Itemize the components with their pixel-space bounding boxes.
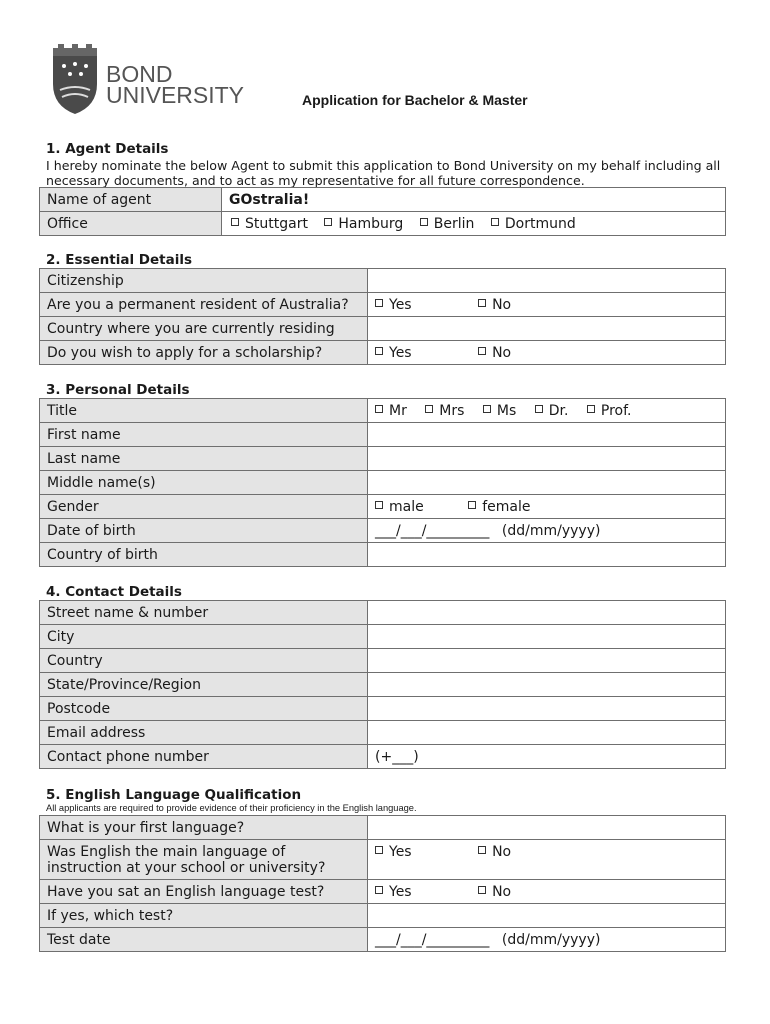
essential-details-table xyxy=(39,268,726,365)
table-row xyxy=(40,423,726,447)
permanent-resident-no[interactable]: No xyxy=(478,297,511,313)
table-row xyxy=(40,745,726,769)
agent-name-value: GOstralia! xyxy=(229,191,310,208)
table-row xyxy=(40,904,726,928)
checkbox-icon[interactable] xyxy=(375,299,383,307)
table-row xyxy=(40,293,726,317)
table-row xyxy=(40,269,726,293)
table-row xyxy=(40,471,726,495)
scholarship-yes[interactable]: Yes xyxy=(375,345,412,361)
section-heading-essential: 2. Essential Details xyxy=(46,252,193,268)
country-residing-field[interactable] xyxy=(368,317,726,341)
office-label: Office xyxy=(40,212,222,236)
first-name-field[interactable] xyxy=(368,423,726,447)
test-date-format-hint: (dd/mm/yyyy) xyxy=(501,931,601,948)
document-title: Application for Bachelor & Master xyxy=(302,92,528,108)
logo-wordmark: BOND UNIVERSITY xyxy=(106,61,245,108)
office-option-stuttgart[interactable]: Stuttgart xyxy=(231,216,308,232)
table-row xyxy=(40,840,726,880)
checkbox-icon[interactable] xyxy=(231,218,239,226)
title-option-dr[interactable]: Dr. xyxy=(535,403,569,419)
checkbox-icon[interactable] xyxy=(587,405,595,413)
permanent-resident-yes[interactable]: Yes xyxy=(375,297,412,313)
gender-option-male[interactable]: male xyxy=(375,499,424,515)
table-row xyxy=(40,495,726,519)
scholarship-options xyxy=(368,341,726,365)
checkbox-icon[interactable] xyxy=(375,886,383,894)
sat-test-yes[interactable]: Yes xyxy=(375,884,412,900)
table-row xyxy=(40,649,726,673)
table-row xyxy=(40,625,726,649)
country-residing-label: Country where you are currently residing xyxy=(40,317,368,341)
checkbox-icon[interactable] xyxy=(375,405,383,413)
postcode-label: Postcode xyxy=(40,697,368,721)
postcode-field[interactable] xyxy=(368,697,726,721)
gender-label: Gender xyxy=(40,495,368,519)
checkbox-icon[interactable] xyxy=(375,501,383,509)
table-row xyxy=(40,697,726,721)
middle-names-field[interactable] xyxy=(368,471,726,495)
table-row xyxy=(40,816,726,840)
country-label: Country xyxy=(40,649,368,673)
checkbox-icon[interactable] xyxy=(535,405,543,413)
city-field[interactable] xyxy=(368,625,726,649)
office-option-dortmund[interactable]: Dortmund xyxy=(491,216,576,232)
first-name-label: First name xyxy=(40,423,368,447)
phone-label: Contact phone number xyxy=(40,745,368,769)
office-options xyxy=(222,212,726,236)
table-row xyxy=(40,543,726,567)
country-field[interactable] xyxy=(368,649,726,673)
title-option-mr[interactable]: Mr xyxy=(375,403,407,419)
table-row xyxy=(40,188,726,212)
permanent-resident-options xyxy=(368,293,726,317)
contact-details-table xyxy=(39,600,726,769)
street-label: Street name & number xyxy=(40,601,368,625)
phone-prefix: (+___) xyxy=(375,748,419,765)
email-field[interactable] xyxy=(368,721,726,745)
main-language-no[interactable]: No xyxy=(478,844,511,860)
table-row xyxy=(40,317,726,341)
section-heading-personal: 3. Personal Details xyxy=(46,382,190,398)
country-of-birth-field[interactable] xyxy=(368,543,726,567)
sat-test-label: Have you sat an English language test? xyxy=(40,880,368,904)
section-heading-english: 5. English Language Qualification xyxy=(46,787,302,803)
gender-options xyxy=(368,495,726,519)
main-language-yes[interactable]: Yes xyxy=(375,844,412,860)
table-row xyxy=(40,341,726,365)
gender-option-female[interactable]: female xyxy=(468,499,530,515)
state-field[interactable] xyxy=(368,673,726,697)
section-heading-agent: 1. Agent Details xyxy=(46,141,169,157)
title-option-prof[interactable]: Prof. xyxy=(587,403,632,419)
agent-intro-text: I hereby nominate the below Agent to submit this application to Bond University on my behalf including all necessary documents, and to act as my representative for all future correspondence. xyxy=(46,158,721,188)
table-row xyxy=(40,928,726,952)
agent-name-label: Name of agent xyxy=(40,188,222,212)
checkbox-icon[interactable] xyxy=(478,886,486,894)
sat-test-options xyxy=(368,880,726,904)
office-option-berlin[interactable]: Berlin xyxy=(420,216,475,232)
table-row xyxy=(40,212,726,236)
checkbox-icon[interactable] xyxy=(324,218,332,226)
table-row xyxy=(40,399,726,423)
title-label: Title xyxy=(40,399,368,423)
table-row xyxy=(40,880,726,904)
dob-label: Date of birth xyxy=(40,519,368,543)
table-row xyxy=(40,721,726,745)
test-date-field[interactable] xyxy=(368,928,726,952)
checkbox-icon[interactable] xyxy=(375,846,383,854)
bond-university-logo xyxy=(50,44,250,116)
english-qualification-table xyxy=(39,815,726,952)
test-date-label: Test date xyxy=(40,928,368,952)
table-row xyxy=(40,447,726,471)
english-note: All applicants are required to provide evidence of their proficiency in the English language. xyxy=(46,803,417,813)
street-field[interactable] xyxy=(368,601,726,625)
main-language-label: Was English the main language of instruction at your school or university? xyxy=(40,840,368,880)
dob-blank: ___/___/_________ xyxy=(375,522,490,539)
citizenship-field[interactable] xyxy=(368,269,726,293)
city-label: City xyxy=(40,625,368,649)
checkbox-icon[interactable] xyxy=(483,405,491,413)
scholarship-no[interactable]: No xyxy=(478,345,511,361)
test-date-blank: ___/___/_________ xyxy=(375,931,490,948)
agent-name-field[interactable] xyxy=(222,188,726,212)
dob-field[interactable] xyxy=(368,519,726,543)
state-label: State/Province/Region xyxy=(40,673,368,697)
title-option-ms[interactable]: Ms xyxy=(483,403,516,419)
scholarship-label: Do you wish to apply for a scholarship? xyxy=(40,341,368,365)
email-label: Email address xyxy=(40,721,368,745)
which-test-field[interactable] xyxy=(368,904,726,928)
checkbox-icon[interactable] xyxy=(478,299,486,307)
permanent-resident-label: Are you a permanent resident of Australia? xyxy=(40,293,368,317)
checkbox-icon[interactable] xyxy=(478,347,486,355)
checkbox-icon[interactable] xyxy=(425,405,433,413)
university-crest-icon xyxy=(50,44,100,116)
phone-field[interactable] xyxy=(368,745,726,769)
office-option-hamburg[interactable]: Hamburg xyxy=(324,216,403,232)
section-heading-contact: 4. Contact Details xyxy=(46,584,182,600)
personal-details-table xyxy=(39,398,726,567)
middle-names-label: Middle name(s) xyxy=(40,471,368,495)
dob-format-hint: (dd/mm/yyyy) xyxy=(501,522,601,539)
country-of-birth-label: Country of birth xyxy=(40,543,368,567)
checkbox-icon[interactable] xyxy=(478,846,486,854)
citizenship-label: Citizenship xyxy=(40,269,368,293)
table-row xyxy=(40,673,726,697)
title-options xyxy=(368,399,726,423)
first-language-field[interactable] xyxy=(368,816,726,840)
agent-details-table xyxy=(39,187,726,236)
which-test-label: If yes, which test? xyxy=(40,904,368,928)
last-name-field[interactable] xyxy=(368,447,726,471)
table-row xyxy=(40,601,726,625)
last-name-label: Last name xyxy=(40,447,368,471)
table-row xyxy=(40,519,726,543)
checkbox-icon[interactable] xyxy=(420,218,428,226)
checkbox-icon[interactable] xyxy=(491,218,499,226)
checkbox-icon[interactable] xyxy=(375,347,383,355)
checkbox-icon[interactable] xyxy=(468,501,476,509)
first-language-label: What is your first language? xyxy=(40,816,368,840)
title-option-mrs[interactable]: Mrs xyxy=(425,403,464,419)
main-language-options xyxy=(368,840,726,880)
sat-test-no[interactable]: No xyxy=(478,884,511,900)
